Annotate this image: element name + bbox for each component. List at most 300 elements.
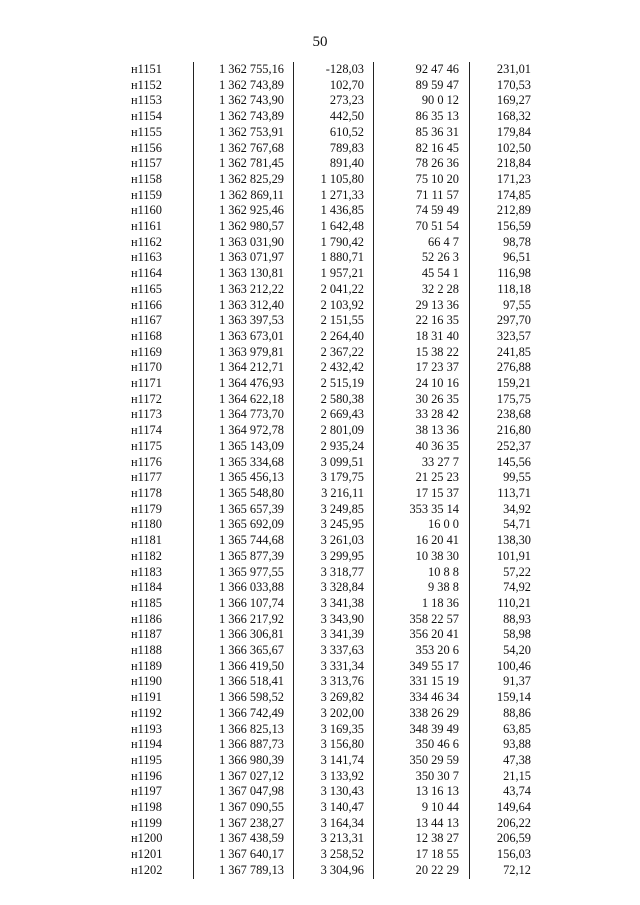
x-coordinate-cell: 1 362 869,11 bbox=[194, 188, 294, 204]
coordinate-table-container bbox=[126, 62, 531, 879]
distance-cell: 110,21 bbox=[470, 596, 540, 612]
x-coordinate-cell: 1 364 622,18 bbox=[194, 392, 294, 408]
y-coordinate-cell: 442,50 bbox=[294, 109, 374, 125]
distance-cell: 113,71 bbox=[470, 486, 540, 502]
table-row bbox=[126, 125, 539, 141]
point-id-cell: н1195 bbox=[131, 752, 162, 767]
distance-cell: 145,56 bbox=[470, 455, 540, 471]
x-coordinate-cell: 1 362 980,57 bbox=[194, 219, 294, 235]
table-row bbox=[126, 423, 539, 439]
table-row bbox=[126, 502, 539, 518]
point-id-cell: н1192 bbox=[131, 705, 162, 720]
x-coordinate-cell: 1 365 692,09 bbox=[194, 517, 294, 533]
x-coordinate-cell: 1 364 476,93 bbox=[194, 376, 294, 392]
table-row bbox=[126, 203, 539, 219]
y-coordinate-cell: 1 105,80 bbox=[294, 172, 374, 188]
table-row bbox=[126, 250, 539, 266]
distance-cell: 88,93 bbox=[470, 612, 540, 628]
y-coordinate-cell: 1 790,42 bbox=[294, 235, 374, 251]
bearing-cell: 52 26 3 bbox=[374, 250, 470, 266]
y-coordinate-cell: 3 140,47 bbox=[294, 800, 374, 816]
y-coordinate-cell: 3 179,75 bbox=[294, 470, 374, 486]
bearing-cell: 20 22 29 bbox=[374, 863, 470, 879]
point-id-cell: н1197 bbox=[131, 784, 162, 799]
distance-cell: 170,53 bbox=[470, 78, 540, 94]
y-coordinate-cell: 1 957,21 bbox=[294, 266, 374, 282]
table-row bbox=[126, 486, 539, 502]
distance-cell: 218,84 bbox=[470, 156, 540, 172]
table-row bbox=[126, 863, 539, 879]
distance-cell: 63,85 bbox=[470, 722, 540, 738]
table-row bbox=[126, 816, 539, 832]
x-coordinate-cell: 1 367 047,98 bbox=[194, 784, 294, 800]
point-id-cell: н1193 bbox=[131, 721, 162, 736]
y-coordinate-cell: 610,52 bbox=[294, 125, 374, 141]
y-coordinate-cell: 1 642,48 bbox=[294, 219, 374, 235]
y-coordinate-cell: 2 515,19 bbox=[294, 376, 374, 392]
x-coordinate-cell: 1 363 130,81 bbox=[194, 266, 294, 282]
y-coordinate-cell: 3 341,38 bbox=[294, 596, 374, 612]
distance-cell: 168,32 bbox=[470, 109, 540, 125]
table-row bbox=[126, 627, 539, 643]
x-coordinate-cell: 1 367 027,12 bbox=[194, 769, 294, 785]
distance-cell: 216,80 bbox=[470, 423, 540, 439]
bearing-cell: 18 31 40 bbox=[374, 329, 470, 345]
table-row bbox=[126, 706, 539, 722]
y-coordinate-cell: 3 169,35 bbox=[294, 722, 374, 738]
x-coordinate-cell: 1 362 925,46 bbox=[194, 203, 294, 219]
table-row bbox=[126, 674, 539, 690]
bearing-cell: 45 54 1 bbox=[374, 266, 470, 282]
y-coordinate-cell: 891,40 bbox=[294, 156, 374, 172]
point-id-cell: н1171 bbox=[131, 376, 162, 391]
bearing-cell: 74 59 49 bbox=[374, 203, 470, 219]
y-coordinate-cell: 2 264,40 bbox=[294, 329, 374, 345]
table-row bbox=[126, 643, 539, 659]
x-coordinate-cell: 1 366 980,39 bbox=[194, 753, 294, 769]
x-coordinate-cell: 1 362 743,89 bbox=[194, 109, 294, 125]
x-coordinate-cell: 1 362 755,16 bbox=[194, 62, 294, 78]
x-coordinate-cell: 1 367 238,27 bbox=[194, 816, 294, 832]
distance-cell: 156,03 bbox=[470, 847, 540, 863]
table-row bbox=[126, 360, 539, 376]
distance-cell: 206,22 bbox=[470, 816, 540, 832]
y-coordinate-cell: 2 151,55 bbox=[294, 313, 374, 329]
bearing-cell: 82 16 45 bbox=[374, 141, 470, 157]
distance-cell: 252,37 bbox=[470, 439, 540, 455]
point-id-cell: н1157 bbox=[131, 156, 162, 171]
y-coordinate-cell: 3 261,03 bbox=[294, 533, 374, 549]
y-coordinate-cell: 3 216,11 bbox=[294, 486, 374, 502]
y-coordinate-cell: 3 249,85 bbox=[294, 502, 374, 518]
y-coordinate-cell: 2 432,42 bbox=[294, 360, 374, 376]
point-id-cell: н1169 bbox=[131, 344, 162, 359]
table-row bbox=[126, 407, 539, 423]
point-id-cell: н1154 bbox=[131, 109, 162, 124]
x-coordinate-cell: 1 366 419,50 bbox=[194, 659, 294, 675]
point-id-cell: н1202 bbox=[131, 862, 163, 877]
point-id-cell: н1155 bbox=[131, 124, 162, 139]
distance-cell: 159,14 bbox=[470, 690, 540, 706]
distance-cell: 169,27 bbox=[470, 93, 540, 109]
table-row bbox=[126, 141, 539, 157]
distance-cell: 34,92 bbox=[470, 502, 540, 518]
bearing-cell: 10 38 30 bbox=[374, 549, 470, 565]
bearing-cell: 78 26 36 bbox=[374, 156, 470, 172]
point-id-cell: н1199 bbox=[131, 815, 162, 830]
x-coordinate-cell: 1 362 767,68 bbox=[194, 141, 294, 157]
distance-cell: 212,89 bbox=[470, 203, 540, 219]
distance-cell: 118,18 bbox=[470, 282, 540, 298]
x-coordinate-cell: 1 367 640,17 bbox=[194, 847, 294, 863]
point-id-cell: н1177 bbox=[131, 470, 162, 485]
x-coordinate-cell: 1 364 212,71 bbox=[194, 360, 294, 376]
y-coordinate-cell: -128,03 bbox=[294, 62, 374, 78]
table-row bbox=[126, 831, 539, 847]
point-id-cell: н1178 bbox=[131, 485, 162, 500]
distance-cell: 57,22 bbox=[470, 565, 540, 581]
x-coordinate-cell: 1 363 212,22 bbox=[194, 282, 294, 298]
point-id-cell: н1152 bbox=[131, 77, 162, 92]
bearing-cell: 338 26 29 bbox=[374, 706, 470, 722]
x-coordinate-cell: 1 366 217,92 bbox=[194, 612, 294, 628]
table-row bbox=[126, 737, 539, 753]
x-coordinate-cell: 1 366 107,74 bbox=[194, 596, 294, 612]
point-id-cell: н1188 bbox=[131, 643, 162, 658]
bearing-cell: 90 0 12 bbox=[374, 93, 470, 109]
bearing-cell: 21 25 23 bbox=[374, 470, 470, 486]
point-id-cell: н1158 bbox=[131, 171, 162, 186]
x-coordinate-cell: 1 366 825,13 bbox=[194, 722, 294, 738]
table-row bbox=[126, 235, 539, 251]
table-row bbox=[126, 753, 539, 769]
table-row bbox=[126, 455, 539, 471]
x-coordinate-cell: 1 367 090,55 bbox=[194, 800, 294, 816]
bearing-cell: 33 28 42 bbox=[374, 407, 470, 423]
distance-cell: 276,88 bbox=[470, 360, 540, 376]
x-coordinate-cell: 1 366 033,88 bbox=[194, 580, 294, 596]
y-coordinate-cell: 2 801,09 bbox=[294, 423, 374, 439]
bearing-cell: 17 18 55 bbox=[374, 847, 470, 863]
distance-cell: 175,75 bbox=[470, 392, 540, 408]
x-coordinate-cell: 1 364 972,78 bbox=[194, 423, 294, 439]
distance-cell: 238,68 bbox=[470, 407, 540, 423]
bearing-cell: 356 20 41 bbox=[374, 627, 470, 643]
y-coordinate-cell: 2 580,38 bbox=[294, 392, 374, 408]
x-coordinate-cell: 1 366 598,52 bbox=[194, 690, 294, 706]
bearing-cell: 16 20 41 bbox=[374, 533, 470, 549]
y-coordinate-cell: 3 304,96 bbox=[294, 863, 374, 879]
point-id-cell: н1168 bbox=[131, 328, 162, 343]
table-row bbox=[126, 784, 539, 800]
table-row bbox=[126, 109, 539, 125]
bearing-cell: 38 13 36 bbox=[374, 423, 470, 439]
point-id-cell: н1186 bbox=[131, 611, 162, 626]
table-row bbox=[126, 470, 539, 486]
x-coordinate-cell: 1 367 438,59 bbox=[194, 831, 294, 847]
page-number: 50 bbox=[312, 34, 328, 50]
x-coordinate-cell: 1 366 306,81 bbox=[194, 627, 294, 643]
point-id-cell: н1174 bbox=[131, 423, 162, 438]
distance-cell: 93,88 bbox=[470, 737, 540, 753]
y-coordinate-cell: 3 299,95 bbox=[294, 549, 374, 565]
y-coordinate-cell: 3 141,74 bbox=[294, 753, 374, 769]
distance-cell: 159,21 bbox=[470, 376, 540, 392]
bearing-cell: 13 44 13 bbox=[374, 816, 470, 832]
bearing-cell: 85 36 31 bbox=[374, 125, 470, 141]
point-id-cell: н1182 bbox=[131, 548, 162, 563]
y-coordinate-cell: 789,83 bbox=[294, 141, 374, 157]
table-row bbox=[126, 78, 539, 94]
distance-cell: 43,74 bbox=[470, 784, 540, 800]
x-coordinate-cell: 1 362 743,90 bbox=[194, 93, 294, 109]
table-row bbox=[126, 345, 539, 361]
table-row bbox=[126, 282, 539, 298]
x-coordinate-cell: 1 363 312,40 bbox=[194, 298, 294, 314]
y-coordinate-cell: 3 337,63 bbox=[294, 643, 374, 659]
point-id-cell: н1194 bbox=[131, 737, 162, 752]
distance-cell: 231,01 bbox=[470, 62, 540, 78]
table-row bbox=[126, 62, 539, 78]
y-coordinate-cell: 3 318,77 bbox=[294, 565, 374, 581]
y-coordinate-cell: 3 213,31 bbox=[294, 831, 374, 847]
y-coordinate-cell: 2 367,22 bbox=[294, 345, 374, 361]
bearing-cell: 16 0 0 bbox=[374, 517, 470, 533]
y-coordinate-cell: 3 331,34 bbox=[294, 659, 374, 675]
point-id-cell: н1172 bbox=[131, 391, 162, 406]
y-coordinate-cell: 3 245,95 bbox=[294, 517, 374, 533]
y-coordinate-cell: 3 313,76 bbox=[294, 674, 374, 690]
y-coordinate-cell: 3 328,84 bbox=[294, 580, 374, 596]
x-coordinate-cell: 1 362 743,89 bbox=[194, 78, 294, 94]
bearing-cell: 66 4 7 bbox=[374, 235, 470, 251]
distance-cell: 297,70 bbox=[470, 313, 540, 329]
bearing-cell: 358 22 57 bbox=[374, 612, 470, 628]
table-row bbox=[126, 565, 539, 581]
y-coordinate-cell: 3 343,90 bbox=[294, 612, 374, 628]
coordinate-table bbox=[126, 62, 539, 879]
y-coordinate-cell: 1 271,33 bbox=[294, 188, 374, 204]
bearing-cell: 15 38 22 bbox=[374, 345, 470, 361]
table-row bbox=[126, 690, 539, 706]
x-coordinate-cell: 1 366 518,41 bbox=[194, 674, 294, 690]
distance-cell: 47,38 bbox=[470, 753, 540, 769]
point-id-cell: н1200 bbox=[131, 831, 163, 846]
y-coordinate-cell: 2 935,24 bbox=[294, 439, 374, 455]
table-row bbox=[126, 439, 539, 455]
point-id-cell: н1179 bbox=[131, 501, 162, 516]
point-id-cell: н1201 bbox=[131, 847, 163, 862]
y-coordinate-cell: 3 164,34 bbox=[294, 816, 374, 832]
table-row bbox=[126, 769, 539, 785]
bearing-cell: 349 55 17 bbox=[374, 659, 470, 675]
x-coordinate-cell: 1 365 977,55 bbox=[194, 565, 294, 581]
bearing-cell: 75 10 20 bbox=[374, 172, 470, 188]
bearing-cell: 353 20 6 bbox=[374, 643, 470, 659]
table-row bbox=[126, 517, 539, 533]
point-id-cell: н1196 bbox=[131, 768, 162, 783]
table-row bbox=[126, 329, 539, 345]
bearing-cell: 40 36 35 bbox=[374, 439, 470, 455]
table-row bbox=[126, 612, 539, 628]
y-coordinate-cell: 3 269,82 bbox=[294, 690, 374, 706]
distance-cell: 323,57 bbox=[470, 329, 540, 345]
y-coordinate-cell: 1 880,71 bbox=[294, 250, 374, 266]
bearing-cell: 70 51 54 bbox=[374, 219, 470, 235]
bearing-cell: 92 47 46 bbox=[374, 62, 470, 78]
x-coordinate-cell: 1 363 673,01 bbox=[194, 329, 294, 345]
x-coordinate-cell: 1 365 657,39 bbox=[194, 502, 294, 518]
distance-cell: 88,86 bbox=[470, 706, 540, 722]
table-row bbox=[126, 659, 539, 675]
x-coordinate-cell: 1 366 887,73 bbox=[194, 737, 294, 753]
bearing-cell: 12 38 27 bbox=[374, 831, 470, 847]
table-row bbox=[126, 533, 539, 549]
x-coordinate-cell: 1 362 753,91 bbox=[194, 125, 294, 141]
distance-cell: 101,91 bbox=[470, 549, 540, 565]
table-row bbox=[126, 156, 539, 172]
point-id-cell: н1185 bbox=[131, 595, 162, 610]
x-coordinate-cell: 1 363 031,90 bbox=[194, 235, 294, 251]
bearing-cell: 32 2 28 bbox=[374, 282, 470, 298]
point-id-cell: н1180 bbox=[131, 517, 162, 532]
bearing-cell: 1 18 36 bbox=[374, 596, 470, 612]
x-coordinate-cell: 1 362 781,45 bbox=[194, 156, 294, 172]
table-row bbox=[126, 800, 539, 816]
bearing-cell: 350 46 6 bbox=[374, 737, 470, 753]
distance-cell: 58,98 bbox=[470, 627, 540, 643]
x-coordinate-cell: 1 365 143,09 bbox=[194, 439, 294, 455]
x-coordinate-cell: 1 365 456,13 bbox=[194, 470, 294, 486]
distance-cell: 171,23 bbox=[470, 172, 540, 188]
point-id-cell: н1161 bbox=[131, 219, 162, 234]
y-coordinate-cell: 3 133,92 bbox=[294, 769, 374, 785]
point-id-cell: н1167 bbox=[131, 313, 162, 328]
x-coordinate-cell: 1 365 877,39 bbox=[194, 549, 294, 565]
point-id-cell: н1165 bbox=[131, 281, 162, 296]
table-row bbox=[126, 298, 539, 314]
bearing-cell: 24 10 16 bbox=[374, 376, 470, 392]
table-row bbox=[126, 266, 539, 282]
x-coordinate-cell: 1 365 334,68 bbox=[194, 455, 294, 471]
table-row bbox=[126, 219, 539, 235]
bearing-cell: 33 27 7 bbox=[374, 455, 470, 471]
table-row bbox=[126, 93, 539, 109]
bearing-cell: 334 46 34 bbox=[374, 690, 470, 706]
x-coordinate-cell: 1 363 071,97 bbox=[194, 250, 294, 266]
x-coordinate-cell: 1 366 365,67 bbox=[194, 643, 294, 659]
y-coordinate-cell: 3 202,00 bbox=[294, 706, 374, 722]
distance-cell: 179,84 bbox=[470, 125, 540, 141]
distance-cell: 149,64 bbox=[470, 800, 540, 816]
point-id-cell: н1159 bbox=[131, 187, 162, 202]
distance-cell: 100,46 bbox=[470, 659, 540, 675]
point-id-cell: н1164 bbox=[131, 266, 162, 281]
x-coordinate-cell: 1 366 742,49 bbox=[194, 706, 294, 722]
y-coordinate-cell: 3 130,43 bbox=[294, 784, 374, 800]
table-row bbox=[126, 549, 539, 565]
point-id-cell: н1183 bbox=[131, 564, 162, 579]
bearing-cell: 86 35 13 bbox=[374, 109, 470, 125]
point-id-cell: н1160 bbox=[131, 203, 162, 218]
y-coordinate-cell: 3 341,39 bbox=[294, 627, 374, 643]
table-row bbox=[126, 188, 539, 204]
bearing-cell: 17 15 37 bbox=[374, 486, 470, 502]
bearing-cell: 9 10 44 bbox=[374, 800, 470, 816]
bearing-cell: 331 15 19 bbox=[374, 674, 470, 690]
bearing-cell: 71 11 57 bbox=[374, 188, 470, 204]
distance-cell: 116,98 bbox=[470, 266, 540, 282]
bearing-cell: 9 38 8 bbox=[374, 580, 470, 596]
bearing-cell: 353 35 14 bbox=[374, 502, 470, 518]
point-id-cell: н1176 bbox=[131, 454, 162, 469]
distance-cell: 206,59 bbox=[470, 831, 540, 847]
distance-cell: 97,55 bbox=[470, 298, 540, 314]
y-coordinate-cell: 2 669,43 bbox=[294, 407, 374, 423]
point-id-cell: н1153 bbox=[131, 93, 162, 108]
y-coordinate-cell: 3 156,80 bbox=[294, 737, 374, 753]
point-id-cell: н1175 bbox=[131, 438, 162, 453]
distance-cell: 241,85 bbox=[470, 345, 540, 361]
point-id-cell: н1187 bbox=[131, 627, 162, 642]
table-row bbox=[126, 313, 539, 329]
x-coordinate-cell: 1 365 744,68 bbox=[194, 533, 294, 549]
x-coordinate-cell: 1 362 825,29 bbox=[194, 172, 294, 188]
bearing-cell: 10 8 8 bbox=[374, 565, 470, 581]
point-id-cell: н1198 bbox=[131, 800, 162, 815]
distance-cell: 98,78 bbox=[470, 235, 540, 251]
point-id-cell: н1166 bbox=[131, 297, 162, 312]
distance-cell: 102,50 bbox=[470, 141, 540, 157]
y-coordinate-cell: 3 099,51 bbox=[294, 455, 374, 471]
distance-cell: 96,51 bbox=[470, 250, 540, 266]
point-id-cell: н1162 bbox=[131, 234, 162, 249]
table-row bbox=[126, 596, 539, 612]
distance-cell: 156,59 bbox=[470, 219, 540, 235]
x-coordinate-cell: 1 364 773,70 bbox=[194, 407, 294, 423]
bearing-cell: 17 23 37 bbox=[374, 360, 470, 376]
point-id-cell: н1163 bbox=[131, 250, 162, 265]
distance-cell: 138,30 bbox=[470, 533, 540, 549]
table-row bbox=[126, 392, 539, 408]
bearing-cell: 22 16 35 bbox=[374, 313, 470, 329]
bearing-cell: 13 16 13 bbox=[374, 784, 470, 800]
x-coordinate-cell: 1 363 979,81 bbox=[194, 345, 294, 361]
x-coordinate-cell: 1 365 548,80 bbox=[194, 486, 294, 502]
bearing-cell: 350 29 59 bbox=[374, 753, 470, 769]
distance-cell: 74,92 bbox=[470, 580, 540, 596]
distance-cell: 54,20 bbox=[470, 643, 540, 659]
table-row bbox=[126, 172, 539, 188]
x-coordinate-cell: 1 363 397,53 bbox=[194, 313, 294, 329]
y-coordinate-cell: 273,23 bbox=[294, 93, 374, 109]
x-coordinate-cell: 1 367 789,13 bbox=[194, 863, 294, 879]
point-id-cell: н1189 bbox=[131, 658, 162, 673]
bearing-cell: 29 13 36 bbox=[374, 298, 470, 314]
table-row bbox=[126, 580, 539, 596]
distance-cell: 99,55 bbox=[470, 470, 540, 486]
distance-cell: 21,15 bbox=[470, 769, 540, 785]
point-id-cell: н1170 bbox=[131, 360, 162, 375]
point-id-cell: н1156 bbox=[131, 140, 162, 155]
distance-cell: 54,71 bbox=[470, 517, 540, 533]
point-id-cell: н1173 bbox=[131, 407, 162, 422]
bearing-cell: 348 39 49 bbox=[374, 722, 470, 738]
table-row bbox=[126, 722, 539, 738]
table-row bbox=[126, 376, 539, 392]
point-id-cell: н1151 bbox=[131, 62, 162, 76]
y-coordinate-cell: 1 436,85 bbox=[294, 203, 374, 219]
